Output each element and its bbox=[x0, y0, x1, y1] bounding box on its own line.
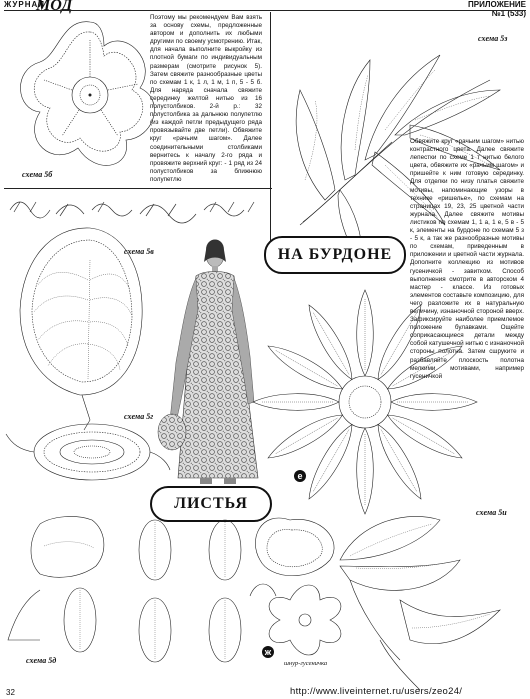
instructions-text: Обвяжите круг «рачьим шагом» нитью контрастного цвета. Далее свяжите лепестки по схеме 1 т нитью белого цвета, обвяжите их «рачьим шагом» и пришейте к ним готовую серединку. Для отделки по низу платья свяжите мотивы, напоминающие узоры в технике «ришелье», по схемам на страницах 19, 23, 25 цветной части журнала. Далее свяжите мотивы листиков по схемам 1, 1 а, 1 е, 5 в - 5 к, элементы на бурдоне по схемам 5 з - 5 к, а так же разнообразные мотивы по схемам, приведенным в приложении и цветной части журнала. Дополните коллекцию из мотивов гусеничкой - завитком. Способ выполнения смотрите в авторском 4 мастер - классе. Из готовых элементов составьте композицию, для чего разложите их в натуральную величину, изнаночной стороной вверх. Зафиксируйте наиболее приемлемое положение булавками. Ощейте соприкасающиеся детали между собой катушечной нитью с изнаночной стороны полотна. Затем сшруките и разбавляйте плоскость полотна мелкими мотивами, например гусеничкой bbox=[410, 138, 524, 380]
banner-leaves: ЛИСТЬЯ bbox=[150, 486, 272, 522]
magazine-label: ЖУРНАЛ bbox=[4, 0, 46, 9]
figure-letter-e: е bbox=[294, 470, 306, 482]
page-number: 32 bbox=[6, 688, 15, 697]
scheme-label-5v: схема 5в bbox=[124, 247, 154, 256]
issue-number: №1 (533) bbox=[491, 9, 526, 18]
figure-letter-zh: ж bbox=[262, 646, 274, 658]
banner-bourdon: НА БУРДОНЕ bbox=[264, 236, 406, 274]
source-url: http://www.liveinternet.ru/users/zeo24/ bbox=[290, 686, 463, 697]
scheme-label-5b: схема 5б bbox=[22, 170, 53, 179]
magazine-logo: МОД bbox=[36, 0, 73, 14]
scheme-label-cord: шнур-гусеничка bbox=[284, 660, 328, 667]
scheme-label-5d: схема 5д bbox=[26, 656, 57, 665]
scheme-label-5i: схема 5и bbox=[476, 508, 507, 517]
supplement-label: ПРИЛОЖЕНИЕ bbox=[468, 0, 526, 9]
scheme-label-5z: схема 5з bbox=[478, 34, 508, 43]
scheme-label-5g: схема 5г bbox=[124, 412, 154, 421]
intro-text: Поэтому мы рекомендуем Вам взять за основу схемы, предложенные автором и дополнить их любыми другими по своему усмотрению. Итак, для начала выполните выкройку из плотной бумаги по индивидуальным размерам (смотрите рисунок 5). Затем свяжите разнообразные цветы по схемам 1 к, 1 л, 1 м, 1 п, 5 - 5 б. Для наряда сначала свяжите серединку желтой нитью из 16 полустолбиков. 2-й р.: 32 полустолбика за дальнюю полупетлю (из каждой петли предыдущего ряда провязывайте две петли). Обвяжите круг «рачьим шагом». Далее соединительными столбиками вернитесь к началу 2-го ряда и провяжите верхний круг: - 1 ряд из 24 полустолбиков за ближнюю полупетлю bbox=[150, 14, 262, 183]
